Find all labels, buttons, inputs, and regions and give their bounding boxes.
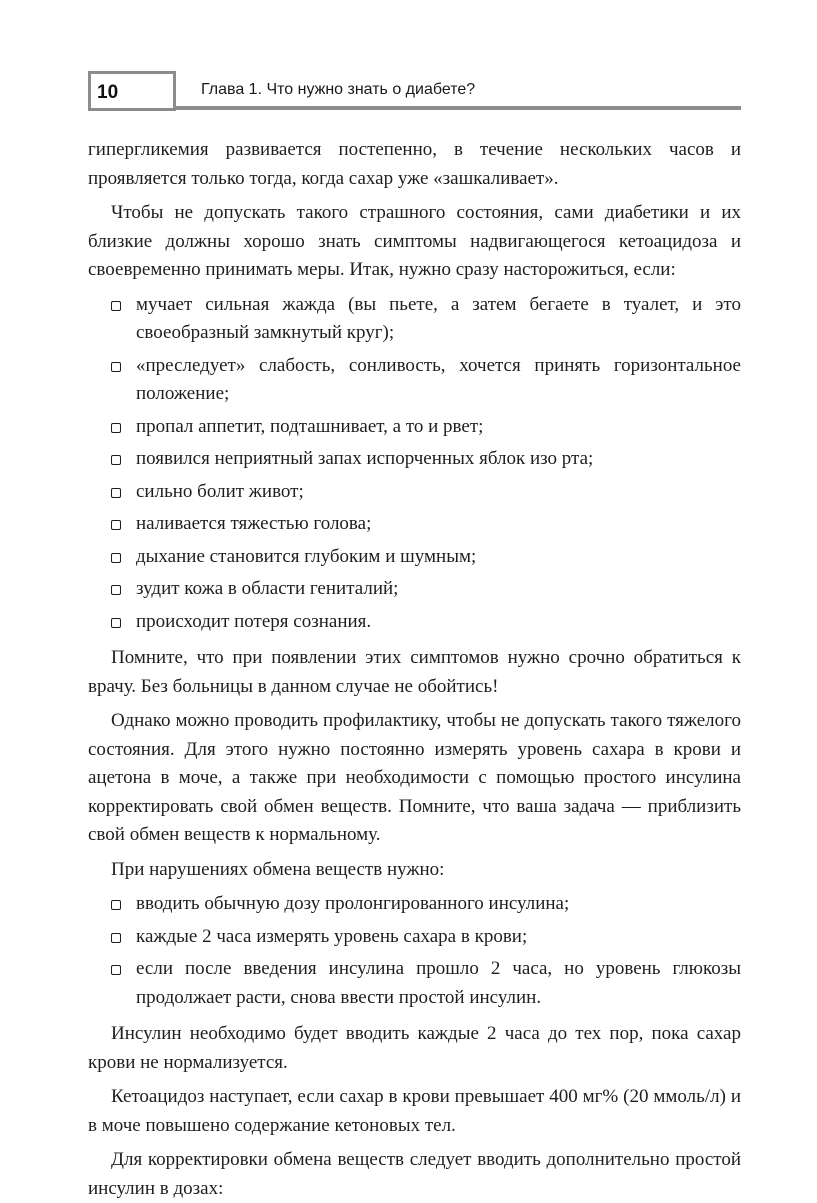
paragraph-continuation: гипергликемия развивается постепенно, в течение нескольких часов и проявляется только тогда, когда сахар уже «зашкаливает». <box>88 139 741 189</box>
paragraph-insulin-doses: Для корректировки обмена веществ следует вводить дополнительно простой инсулин в дозах: <box>88 1149 741 1199</box>
list-item <box>88 575 741 604</box>
square-bullet-icon <box>111 362 121 372</box>
square-bullet-icon <box>111 965 121 975</box>
list-item-text: пропал аппетит, подташнивает, а то и рвет; <box>136 415 484 437</box>
square-bullet-icon <box>111 618 121 628</box>
list-item-text: каждые 2 часа измерять уровень сахара в крови; <box>136 925 528 947</box>
paragraph-ketoacidosis-threshold: Кетоацидоз наступает, если сахар в крови превышает 400 мг% (20 ммоль/л) и в моче повышено содержание кетоновых тел. <box>88 1086 741 1136</box>
square-bullet-icon <box>111 933 121 943</box>
list-item <box>88 352 741 409</box>
list-item-text: «преследует» слабость, сонливость, хочется принять горизонтальное положение; <box>136 354 741 404</box>
list-item <box>88 445 741 474</box>
square-bullet-icon <box>111 423 121 433</box>
page-number-box <box>88 71 176 111</box>
list-item-text: вводить обычную дозу пролонгированного инсулина; <box>136 893 570 914</box>
page-header <box>88 71 741 111</box>
list-item <box>88 478 741 507</box>
paragraph-prevention: Однако можно проводить профилактику, чтобы не допускать такого тяжелого состояния. Для этого нужно постоянно измерять уровень сахара в крови и ацетона в моче, а также при необходимости с помощью простого инсулина корректировать свой обмен веществ. Помните, что ваша задача — приблизить свой обмен веществ к нормальному. <box>88 710 741 845</box>
paragraph-metabolism-intro: При нарушениях обмена веществ нужно: <box>111 858 445 880</box>
page-body <box>88 136 741 1203</box>
list-item <box>88 413 741 442</box>
list-item-text: дыхание становится глубоким и шумным; <box>136 545 477 567</box>
square-bullet-icon <box>111 553 121 563</box>
list-item-text: появился неприятный запах испорченных яблок изо рта; <box>136 448 594 469</box>
list-item-text: если после введения инсулина прошло 2 часа, но уровень глюкозы продолжает расти, снова ввести простой инсулин. <box>136 958 741 1008</box>
square-bullet-icon <box>111 585 121 595</box>
list-item-text: зудит кожа в области гениталий; <box>136 578 399 599</box>
list-item-text: происходит потеря сознания. <box>136 610 372 632</box>
list-item <box>88 955 741 1012</box>
chapter-title: Глава 1. Что нужно знать о диабете? <box>201 81 476 98</box>
list-item <box>88 510 741 539</box>
list-item-text: наливается тяжестью голова; <box>136 513 372 534</box>
square-bullet-icon <box>111 455 121 465</box>
list-item-text: мучает сильная жажда (вы пьете, а затем бегаете в туалет, и это своеобразный замкнутый круг); <box>136 293 741 343</box>
paragraph-ketoacidosis-warning: Чтобы не допускать такого страшного состояния, сами диабетики и их близкие должны хорошо знать симптомы надвигающегося кетоацидоза и своевременно принимать меры. Итак, нужно сразу насторожиться, если: <box>88 202 741 280</box>
list-item <box>88 890 741 919</box>
square-bullet-icon <box>111 900 121 910</box>
paragraph-see-doctor: Помните, что при появлении этих симптомов нужно срочно обратиться к врачу. Без больницы в данном случае не обойтись! <box>88 647 741 697</box>
actions-list <box>88 890 741 1012</box>
symptoms-list <box>88 291 741 637</box>
list-item <box>88 923 741 952</box>
square-bullet-icon <box>111 520 121 530</box>
list-item <box>88 608 741 637</box>
square-bullet-icon <box>111 301 121 311</box>
square-bullet-icon <box>111 488 121 498</box>
header-rule <box>176 106 741 110</box>
list-item-text: сильно болит живот; <box>136 480 304 502</box>
paragraph-insulin-schedule: Инсулин необходимо будет вводить каждые 2 часа до тех пор, пока сахар крови не нормализуется. <box>88 1023 741 1073</box>
page-number: 10 <box>97 82 119 103</box>
list-item <box>88 543 741 572</box>
list-item <box>88 291 741 348</box>
